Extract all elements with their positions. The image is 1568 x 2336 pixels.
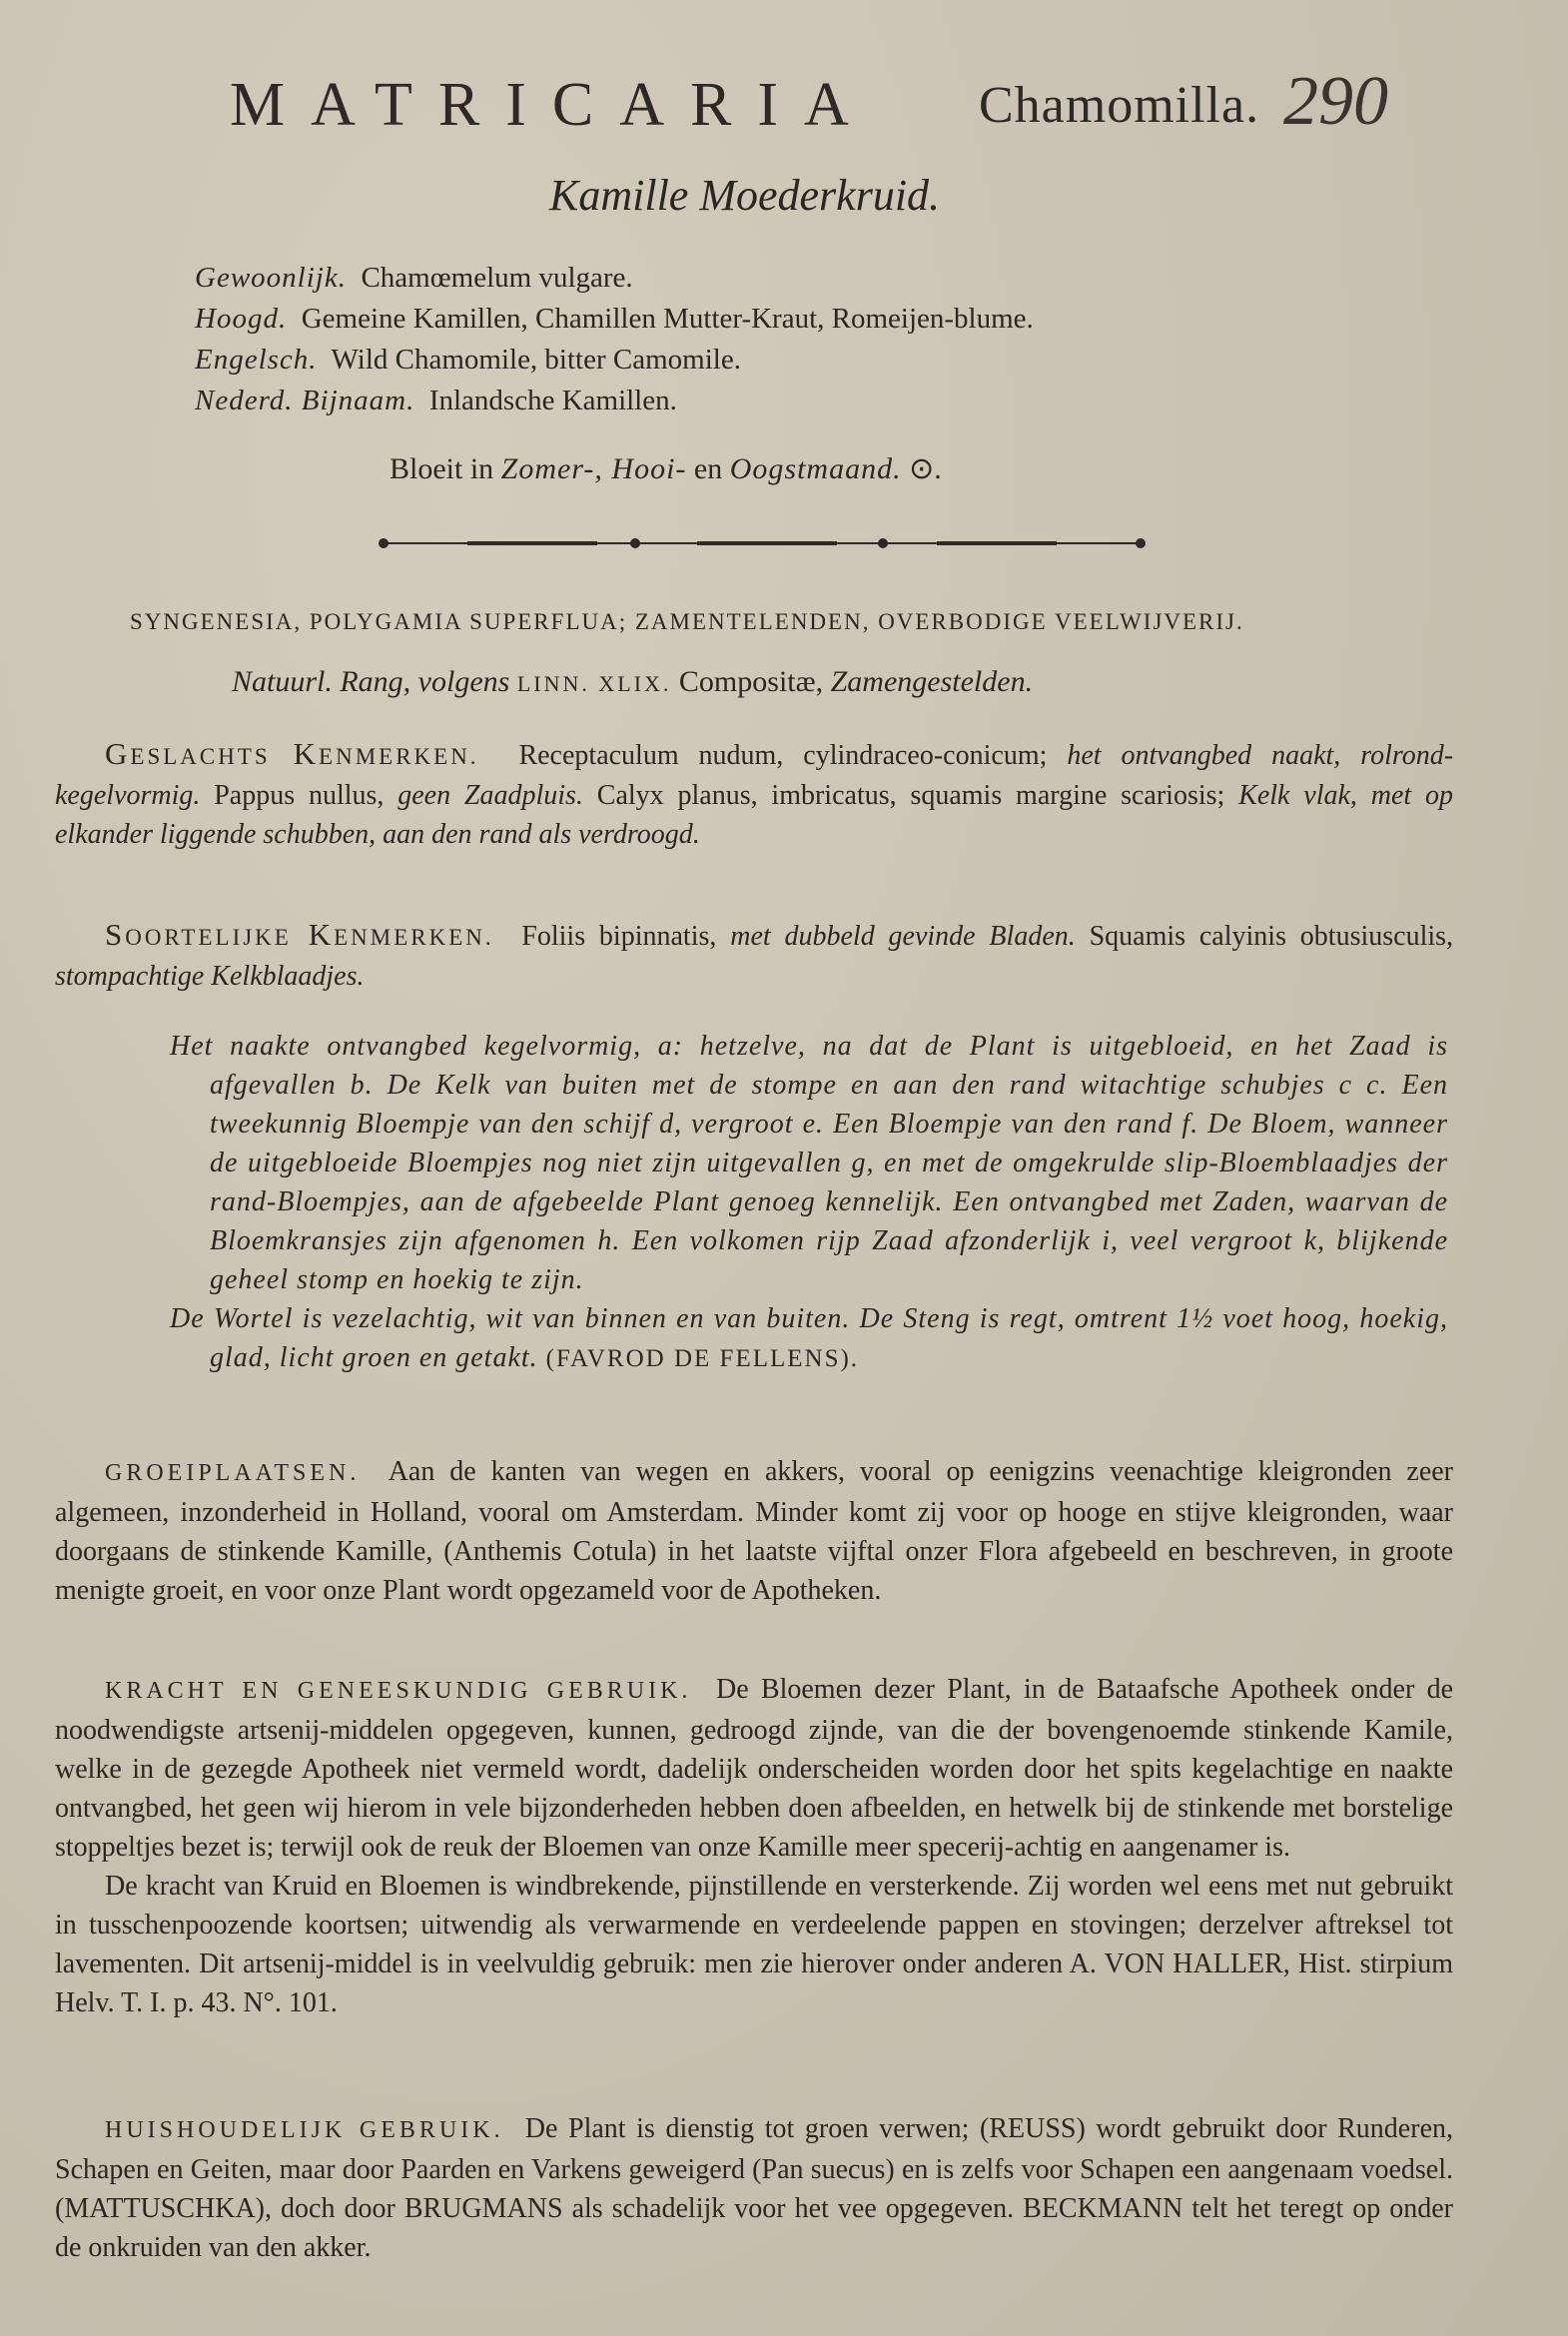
species-text: Foliis bipinnatis, [521,921,717,952]
ornament-divider [378,531,1147,555]
household-text: De Plant is dienstig tot groen verwen; (REUSS) wordt gebruikt door Runderen, Schapen en Geiten, maar door Paarden en Varkens geweigerd (Pan suecus) en is zelfs voor Schapen een aangenaam voedsel. (MATTUSCHKA), doch door BRUGMANS als schadelijk voor het vee opgegeven. BECKMANN telt het teregt op onder de onkruiden van den akker. [55,2113,1453,2263]
natural-rank [232,665,1033,699]
natural-rank-latin: Compositæ, [678,665,824,698]
species-characters-heading: SOORTELIJKE KENMERKEN. [105,917,494,952]
species-title: Chamomilla. [979,77,1260,134]
species-text-dutch: stompachtige Kelkblaadjes. [55,961,365,992]
classification: SYNGENESIA, POLYGAMIA SUPERFLUA; ZAMENTELENDEN, OVERBODIGE VEELWIJVERIJ. [130,609,1244,634]
medicinal-heading: KRACHT EN GENEESKUNDIG GEBRUIK. [105,1678,692,1704]
genus-text: Receptaculum nudum, cylindraceo-conicum; [518,740,1048,771]
genus-characters [55,734,1453,854]
genus-text-dutch: geen Zaadpluis. [397,780,583,811]
habitat-text: Aan de kanten van wegen en akkers, vooral op eenigzins veenachtige kleigronden zeer algemeen, inzonderheid in Holland, vooral om Amsterdam. Minder komt zij voor op hooge en stijve kleigronden, waar doorgaans de stinkende Kamille, (Anthemis Cotula) in het laatste vijftal onzer Flora afgebeeld en beschreven, in groote menigte groeit, en voor onze Plant wordt opgezameld voor de Apotheken. [55,1456,1453,1606]
genus-text: Pappus nullus, [214,780,385,811]
household-section [55,2109,1453,2267]
natural-rank-label: Natuurl. Rang, volgens [232,665,510,698]
habitat-section [55,1452,1453,1610]
bloom-last: Oogstmaand. [729,452,902,485]
vernacular-names [195,258,1034,421]
root-stem-paragraph: De Wortel is vezelachtig, wit van binnen en van buiten. De Steng is regt, omtrent 1½ voet hoog, hoekig, glad, licht groen en getakt. (FAVROD DE FELLENS). [170,1303,1448,1373]
medicinal-text: De Bloemen dezer Plant, in de Bataafsche Apotheek onder de noodwendigste artsenij-middelen opgegeven, kunnen, gedroogd zijnde, van die der bovengenoemde stinkende Kamile, welke in de gezegde Apotheek niet vermeld wordt, dadelijk onderscheiden worden door het spits kegelachtige en naakte ontvangbed, het geen wij hierom in vele bijzonderheden hebben doen afbeelden, en hetwelk bij de stinkende met borstelige stoppeltjes bezet is; terwijl ook de reuk der Bloemen van onze Kamille meer specerij-achtig en aangenamer is. [55,1674,1453,1863]
medicinal-section [55,1670,1453,2022]
natural-rank-linn: LINN. XLIX. [516,671,672,696]
genus-text-dutch: het ontvangbed naakt, rolrond-kegelvormig. [55,740,1454,811]
plate-number: 290 [1283,63,1388,140]
genus-text-dutch: Kelk vlak, met op elkander liggende schubben, aan den rand als verdroogd. [55,780,1454,850]
name-row [195,299,1034,340]
habitat-heading: GROEIPLAATSEN. [105,1460,361,1486]
name-label: Gewoonlijk. [195,262,347,294]
name-value: Gemeine Kamillen, Chamillen Mutter-Kraut, Romeijen-blume. [301,303,1034,335]
dutch-name: Kamille Moederkruid. [549,171,941,220]
description-reference: (FAVROD DE FELLENS). [545,1345,860,1372]
bloom-months: Zomer-, Hooi- [500,452,687,485]
name-row [195,340,1034,381]
name-row [195,258,1034,299]
genus-characters-heading: GESLACHTS KENMERKEN. [105,736,479,771]
name-label: Hoogd. [195,303,288,335]
medicinal-paragraph-2: De kracht van Kruid en Bloemen is windbrekende, pijnstillende en versterkende. Zij worden wel eens met nut gebruikt in tusschenpoozende koortsen; uitwendig als verwarmende en verdeelende pappen en stovingen; derzelver aftreksel tot lavementen. Dit artsenij-middel is in veelvuldig gebruik: men zie hierover onder anderen A. VON HALLER, Hist. stirpium Helv. T. I. p. 43. N°. 101. [55,1871,1453,2018]
name-value: Chamœmelum vulgare. [361,262,633,294]
bloom-and: en [693,452,723,485]
description-paragraph: Het naakte ontvangbed kegelvormig, a: hetzelve, na dat de Plant is uitgebloeid, en het Zaad is afgevallen b. De Kelk van buiten met de stompe en aan den rand witachtige schubjes c c. Een tweekunnig Bloempje van den schijf d, vergroot e. Een Bloempje van den rand f. De Bloem, wanneer de uitgebloeide Bloempjes nog niet zijn uitgevallen g, en met de omgekrulde slip-Bloemblaadjes der rand-Bloempjes, aan de afgebeelde Plant genoeg kennelijk. Een ontvangbed met Zaden, waarvan de Bloemkransjes zijn afgenomen h. Een volkomen rijp Zaad afzonderlijk i, veel vergroot k, blijkende geheel stomp en hoekig te zijn. [170,1031,1448,1295]
species-characters [55,915,1453,996]
name-row [195,381,1034,421]
genus-text: Calyx planus, imbricatus, squamis margine scariosis; [596,780,1225,811]
natural-rank-dutch: Zamengestelden. [830,665,1034,698]
household-heading: HUISHOUDELIJK GEBRUIK. [105,2117,504,2143]
annual-symbol: ⊙. [909,452,942,485]
genus-title: MATRICARIA [230,71,875,139]
species-text: Squamis calyinis obtusiusculis, [1089,921,1454,952]
bloom-line [390,451,942,486]
plate-description [170,1027,1448,1378]
name-value: Wild Chamomile, bitter Camomile. [331,344,741,376]
bloom-prefix: Bloeit in [390,452,494,485]
name-value: Inlandsche Kamillen. [428,385,677,416]
species-text-dutch: met dubbeld gevinde Bladen. [730,921,1076,952]
name-label: Engelsch. [195,344,318,376]
name-label: Nederd. Bijnaam. [195,385,415,416]
